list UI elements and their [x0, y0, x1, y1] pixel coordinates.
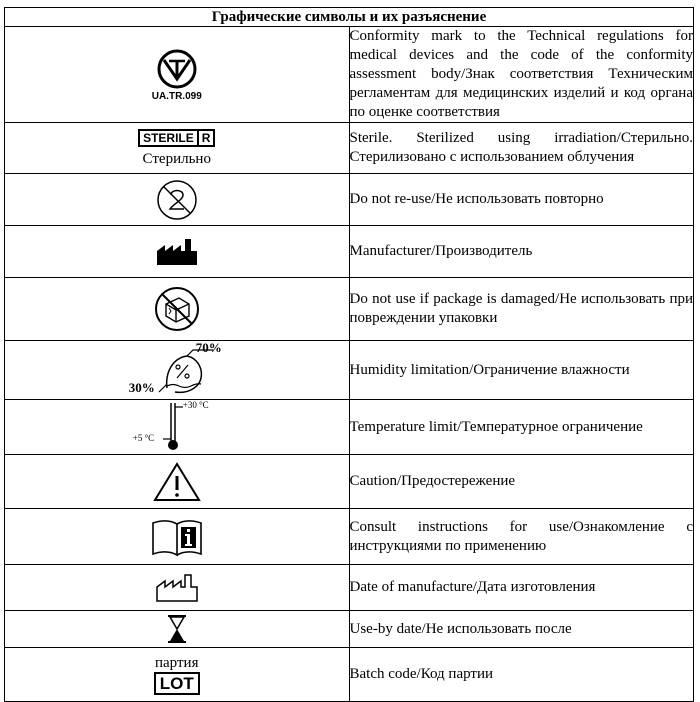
- row-description: Use-by date/Не использовать после: [349, 611, 694, 648]
- icon-cell: [5, 341, 350, 400]
- sterile-caption: Стерильно: [142, 151, 211, 167]
- icon-cell: [5, 27, 350, 123]
- batch-code-icon: LOT: [154, 672, 200, 695]
- temperature-upper-limit: +30 °C: [182, 400, 209, 410]
- table-row: [5, 400, 694, 455]
- conformity-code: UA.TR.099: [151, 90, 202, 102]
- row-description: Date of manufacture/Дата изготовления: [349, 565, 694, 611]
- damaged-package-icon: [152, 284, 202, 334]
- table-row: [5, 123, 694, 174]
- row-description: Sterile. Sterilized using irradiation/Стерильно. Стерилизовано с использованием облучения: [349, 123, 694, 174]
- row-description: Do not re-use/Не использовать повторно: [349, 174, 694, 226]
- sterile-method-label: R: [197, 131, 214, 145]
- icon-cell: [5, 509, 350, 565]
- table-row: [5, 278, 694, 341]
- batch-caption: партия: [155, 654, 199, 671]
- do-not-reuse-icon: [155, 178, 199, 222]
- icon-cell: [5, 226, 350, 278]
- table-title: Графические символы и их разъяснение: [5, 8, 694, 27]
- manufacturer-icon: [155, 237, 199, 267]
- humidity-upper-limit: 70%: [195, 340, 222, 355]
- sterile-label: STERILE: [143, 131, 194, 145]
- row-description: Manufacturer/Производитель: [349, 226, 694, 278]
- table-row: [5, 455, 694, 509]
- icon-cell: [5, 565, 350, 611]
- row-description: Caution/Предостережение: [349, 455, 694, 509]
- row-description: Humidity limitation/Ограничение влажности: [349, 341, 694, 400]
- humidity-lower-limit: 30%: [128, 380, 155, 395]
- table-row: [5, 509, 694, 565]
- icon-cell: [5, 278, 350, 341]
- table-row: [5, 174, 694, 226]
- temperature-lower-limit: +5 °C: [132, 433, 155, 443]
- symbols-table: [4, 7, 694, 702]
- icon-cell: [5, 611, 350, 648]
- table-row: [5, 27, 694, 123]
- caution-icon: [152, 461, 202, 503]
- humidity-limit-icon: [127, 342, 227, 398]
- table-row: [5, 226, 694, 278]
- consult-instructions-icon: [150, 517, 204, 557]
- icon-cell: [5, 123, 350, 174]
- row-description: Do not use if package is damaged/Не использовать при повреждении упаковки: [349, 278, 694, 341]
- temperature-limit-icon: [127, 401, 227, 453]
- row-description: Consult instructions for use/Ознакомление с инструкциями по применению: [349, 509, 694, 565]
- table-header-row: [5, 8, 694, 27]
- conformity-mark-icon: [142, 47, 212, 91]
- sterile-r-icon: [138, 129, 215, 147]
- date-of-manufacture-icon: [155, 573, 199, 603]
- table-row: [5, 648, 694, 702]
- row-description: Temperature limit/Температурное ограничение: [349, 400, 694, 455]
- icon-cell: [5, 455, 350, 509]
- use-by-date-icon: [165, 614, 189, 644]
- icon-cell: [5, 648, 350, 702]
- icon-cell: [5, 174, 350, 226]
- row-description: Conformity mark to the Technical regulations for medical devices and the code of the conformity assessment body/Знак соответствия Техническим регламентам для медицинских изделий и код органа по оценке соответствия: [349, 27, 694, 123]
- table-row: [5, 565, 694, 611]
- table-row: [5, 611, 694, 648]
- symbols-table-wrapper: [4, 7, 694, 702]
- row-description: Batch code/Код партии: [349, 648, 694, 702]
- icon-cell: [5, 400, 350, 455]
- table-row: [5, 341, 694, 400]
